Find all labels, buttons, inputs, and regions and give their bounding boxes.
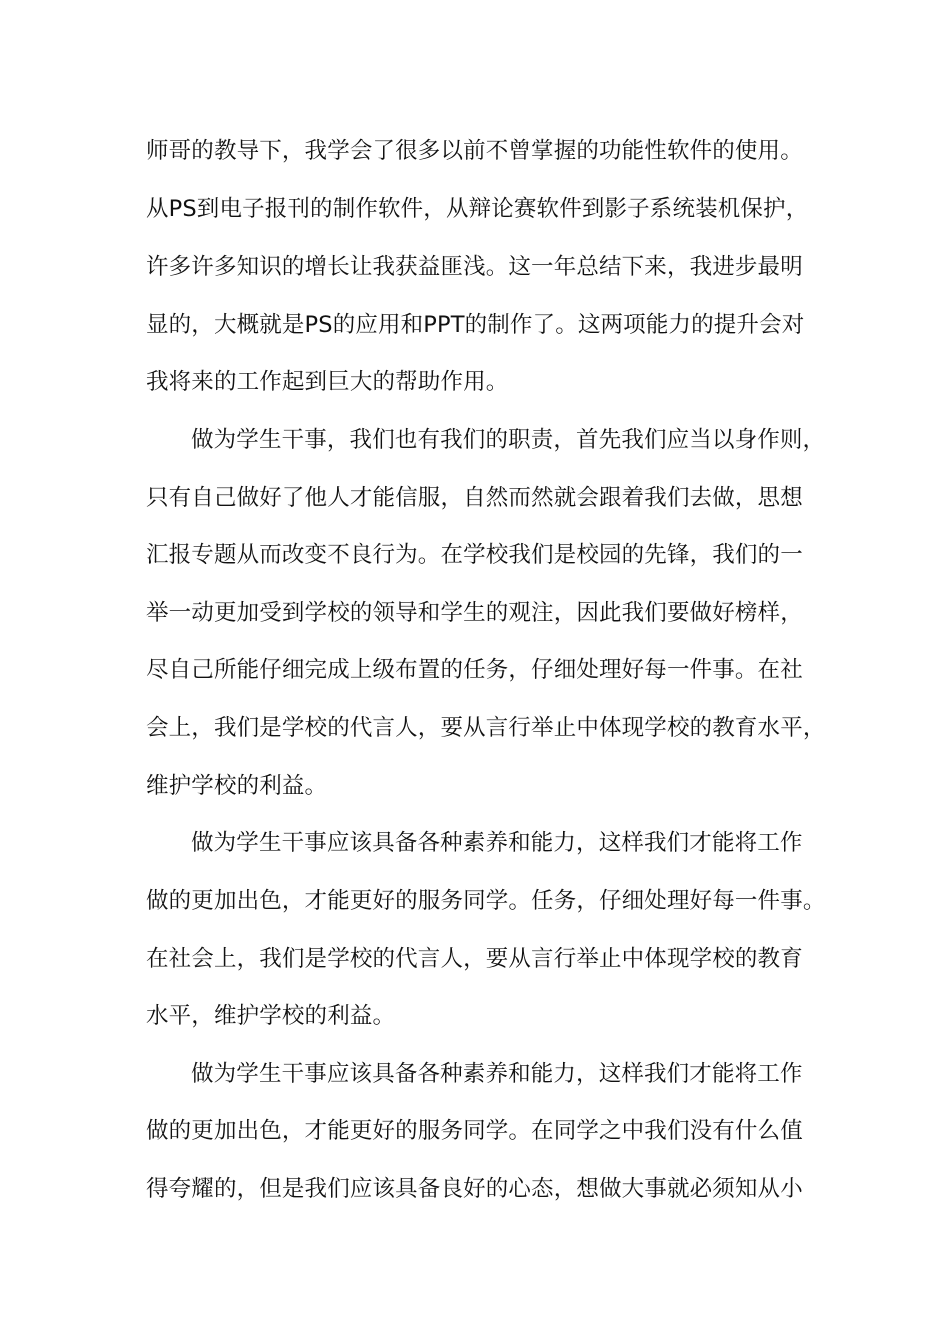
text-line: 会上，我们是学校的代言人，要从言行举止中体现学校的教育水平， — [146, 715, 826, 741]
text-line: 我将来的工作起到巨大的帮助作用。 — [146, 369, 509, 395]
text-line: 显的，大概就是PS的应用和PPT的制作了。这两项能力的提升会对 — [146, 312, 805, 338]
text-line: 得夸耀的，但是我们应该具备良好的心态，想做大事就必须知从小 — [146, 1176, 803, 1202]
text-line: 许多许多知识的增长让我获益匪浅。这一年总结下来，我进步最明 — [146, 254, 803, 280]
text-line: 维护学校的利益。 — [146, 773, 328, 799]
text-line: 做的更加出色，才能更好的服务同学。在同学之中我们没有什么值 — [146, 1118, 803, 1144]
paragraph-first-line: 做为学生干事应该具备各种素养和能力，这样我们才能将工作 — [191, 830, 803, 856]
text-line: 汇报专题从而改变不良行为。在学校我们是校园的先锋，我们的一 — [146, 542, 803, 568]
paragraph-first-line: 做为学生干事，我们也有我们的职责，首先我们应当以身作则， — [191, 427, 826, 453]
text-line: 做的更加出色，才能更好的服务同学。任务，仔细处理好每一件事。 — [146, 888, 826, 914]
text-line: 在社会上，我们是学校的代言人，要从言行举止中体现学校的教育 — [146, 946, 803, 972]
text-line: 水平，维护学校的利益。 — [146, 1003, 396, 1029]
text-line: 从PS到电子报刊的制作软件，从辩论赛软件到影子系统装机保护， — [146, 196, 809, 222]
text-line: 举一动更加受到学校的领导和学生的观注，因此我们要做好榜样， — [146, 600, 803, 626]
text-line: 只有自己做好了他人才能信服，自然而然就会跟着我们去做，思想 — [146, 485, 803, 511]
text-line: 尽自己所能仔细完成上级布置的任务，仔细处理好每一件事。在社 — [146, 657, 803, 683]
text-line: 师哥的教导下，我学会了很多以前不曾掌握的功能性软件的使用。 — [146, 138, 803, 164]
paragraph-first-line: 做为学生干事应该具备各种素养和能力，这样我们才能将工作 — [191, 1061, 803, 1087]
